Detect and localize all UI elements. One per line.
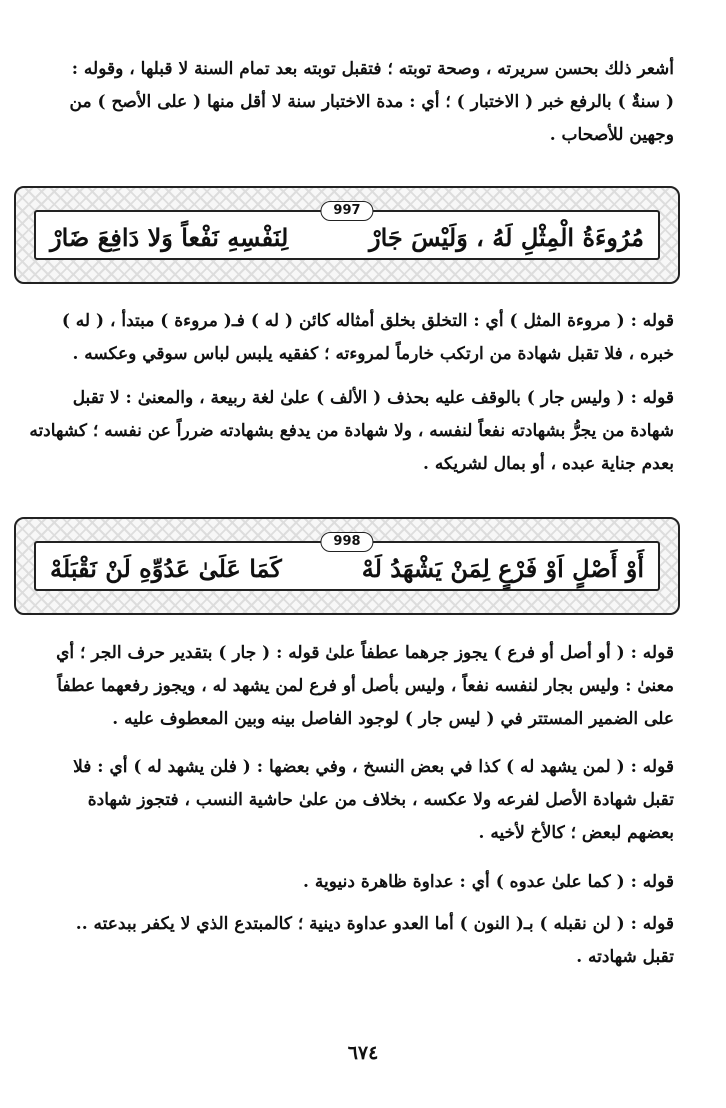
text-line: قوله : ( وليس جار ) بالوقف عليه بحذف ( الألف ) علىٰ لغة ربيعة ، والمعنىٰ : لا تقبل [72, 388, 674, 408]
commentary-paragraph [18, 382, 674, 481]
text-line: شهادة من يجرُّ بشهادته نفعاً لنفسه ، ولا شهادة من يدفع بشهادته ضرراً عن نفسه ؛ كشهادته [29, 421, 674, 441]
text-line: قوله : ( لمن يشهد له ) كذا في بعض النسخ ، وفي بعضها : ( فلن يشهد له ) أي : فلا [73, 757, 674, 777]
text-line: تقبل شهادته . [576, 947, 674, 967]
text-line: بعضهم لبعض ؛ كالأخ لأخيه . [478, 823, 674, 843]
text-line: قوله : ( لن نقبله ) بـ( النون ) أما العدو عداوة دينية ؛ كالمبتدع الذي لا يكفر ببدعته .. [75, 914, 674, 934]
verse-box [34, 534, 660, 591]
commentary-paragraph [18, 866, 674, 899]
text-line: أشعر ذلك بحسن سريرته ، وصحة توبته ؛ فتقبل توبته بعد تمام السنة لا قبلها ، وقوله : [71, 59, 674, 79]
text-line: قوله : ( مروءة المثل ) أي : التخلق بخلق أمثاله كائن ( له ) فـ( مروءة ) مبتدأ ، ( له ) [61, 311, 674, 331]
verse-frame-997 [14, 186, 680, 284]
intro-paragraph [18, 53, 674, 152]
text-line: تقبل شهادة الأصل لفرعه ولا عكسه ، بخلاف من علىٰ حاشية النسب ، فتجوز شهادة [87, 790, 674, 810]
text-line: وجهين للأصحاب . [549, 125, 674, 145]
text-line: على الضمير المستتر في ( ليس جار ) لوجود الفاصل بينه وبين المعطوف عليه . [112, 709, 674, 729]
text-line: قوله : ( كما علىٰ عدوه ) أي : عداوة ظاهرة دنيوية . [303, 872, 674, 892]
text-line: ( سنةٌ ) بالرفع خبر ( الاختبار ) ؛ أي : مدة الاختبار سنة لا أقل منها ( على الأصح ) من [69, 92, 674, 112]
commentary-paragraph [18, 908, 674, 974]
commentary-paragraph [18, 751, 674, 850]
verse-second-hemistich: لِنَفْسِهِ نَفْعاً وَلا دَافِعَ ضَارْ [50, 223, 289, 252]
verse-first-hemistich: أَوْ أَصْلٍ اَوْ فَرْعٍ لِمَنْ يَشْهَدُ لَهْ [361, 554, 644, 583]
text-line: قوله : ( أو أصل أو فرع ) يجوز جرهما عطفاً علىٰ قوله : ( جار ) بتقدير حرف الجر ؛ أي [56, 643, 674, 663]
commentary-paragraph [18, 637, 674, 736]
verse-number: 997 [320, 201, 373, 221]
text-line: خبره ، فلا تقبل شهادة من ارتكب خارماً لمروءته ؛ كفقيه يلبس لباس سوقي وعكسه . [72, 344, 674, 364]
text-line: معنىٰ : وليس بجار لنفسه نفعاً ، وليس بأصل أو فرع لمن يشهد له ، ويجوز رفعهما عطفاً [57, 676, 674, 696]
page-number: ٦٧٤ [347, 1042, 379, 1064]
commentary-paragraph [18, 305, 674, 371]
verse-second-hemistich: كَمَا عَلَىٰ عَدُوِّهِ لَنْ نَقْبَلَهْ [50, 554, 282, 583]
verse-frame-998 [14, 517, 680, 615]
text-line: بعدم جناية عبده ، أو بمال لشريكه . [423, 454, 674, 474]
verse-box [34, 203, 660, 260]
verse-number: 998 [320, 532, 373, 552]
verse-first-hemistich: مُرُوءَةُ الْمِثْلِ لَهُ ، وَلَيْسَ جَارْ [368, 223, 644, 252]
